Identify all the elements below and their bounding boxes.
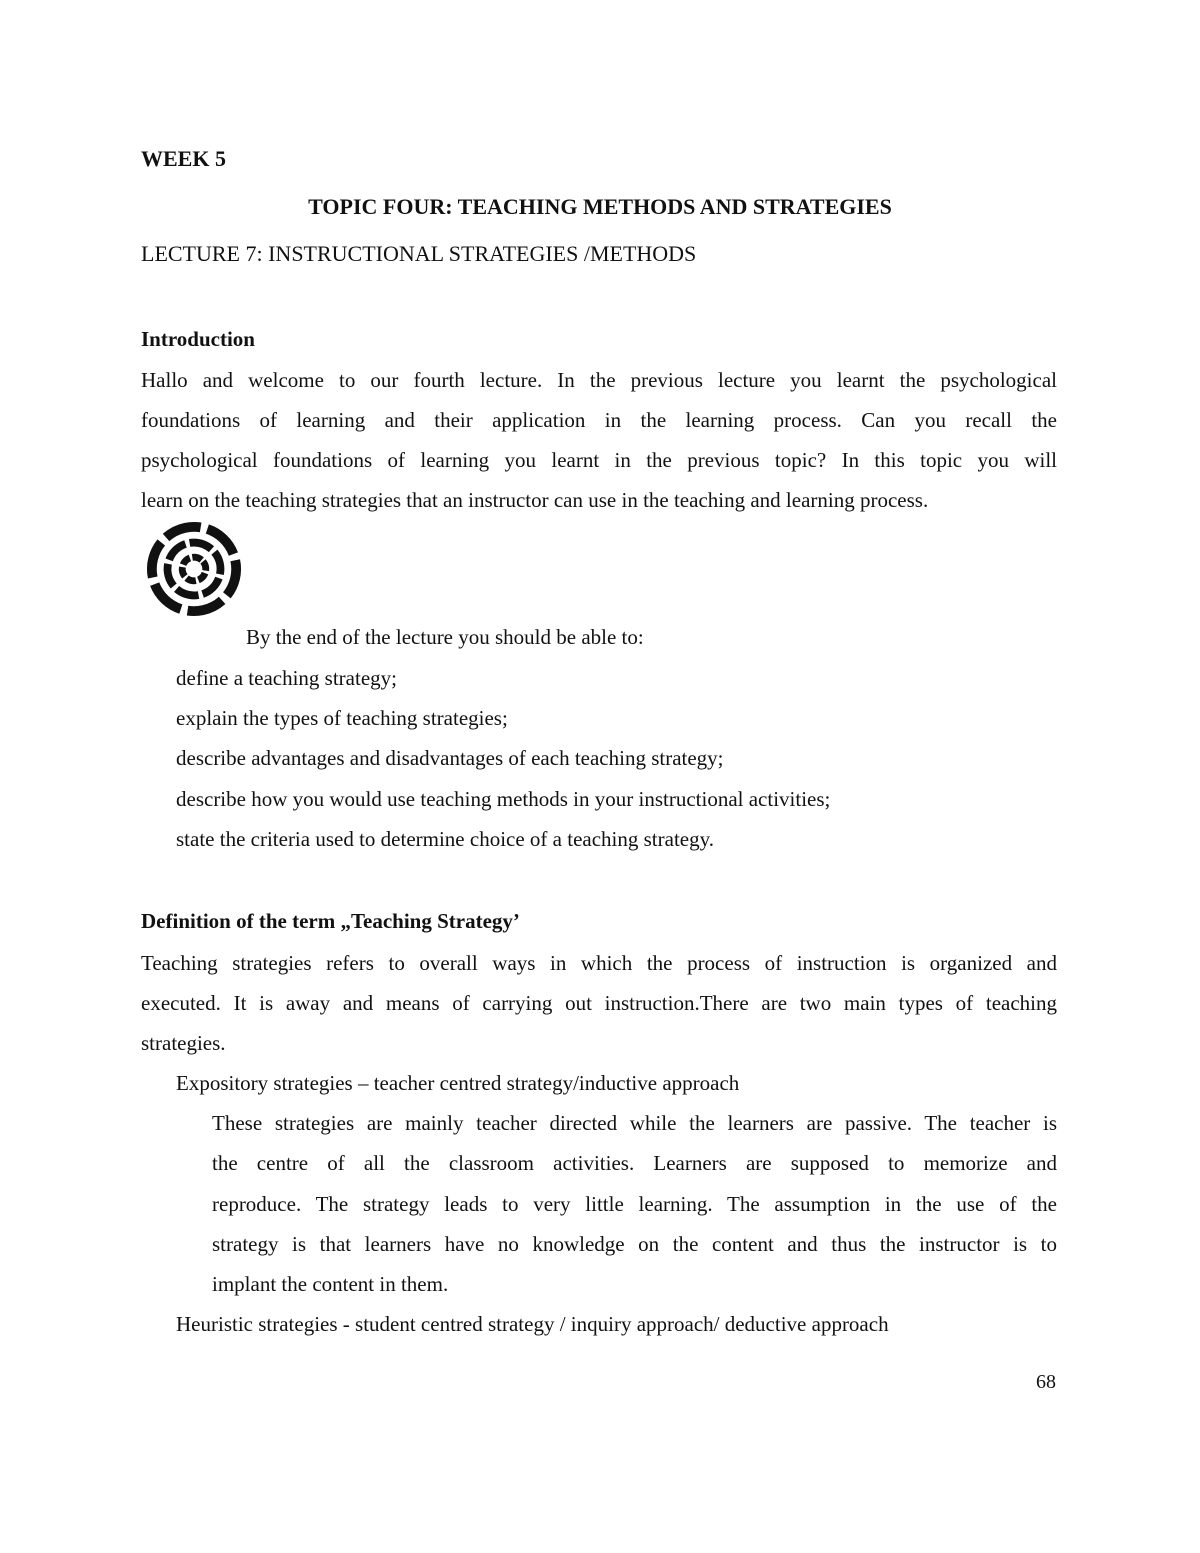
introduction-line: foundations of learning and their application in the learning process. Can you recall the (141, 408, 1057, 432)
expository-line: strategy is that learners have no knowledge on the content and thus the instructor is to (212, 1232, 1057, 1256)
definition-line: strategies. (141, 1031, 226, 1055)
introduction-line: Hallo and welcome to our fourth lecture. In the previous lecture you learnt the psychological (141, 368, 1057, 392)
definition-title: Definition of the term „Teaching Strategy’ (141, 909, 520, 933)
expository-line: reproduce. The strategy leads to very little learning. The assumption in the use of the (212, 1192, 1057, 1216)
expository-line: the centre of all the classroom activities. Learners are supposed to memorize and (212, 1151, 1057, 1175)
introduction-line: learn on the teaching strategies that an instructor can use in the teaching and learning process. (141, 488, 929, 512)
heuristic-label: Heuristic strategies - student centred strategy / inquiry approach/ deductive approach (176, 1312, 889, 1336)
definition-line: Teaching strategies refers to overall ways in which the process of instruction is organized and (141, 951, 1057, 975)
objective-item: explain the types of teaching strategies; (176, 706, 508, 730)
objective-item: state the criteria used to determine choice of a teaching strategy. (176, 827, 714, 851)
page-number: 68 (1036, 1371, 1056, 1393)
week-heading: WEEK 5 (141, 146, 226, 171)
objective-item: describe how you would use teaching methods in your instructional activities; (176, 787, 831, 811)
target-icon (145, 520, 243, 618)
objective-item: describe advantages and disadvantages of each teaching strategy; (176, 746, 724, 770)
expository-line: These strategies are mainly teacher directed while the learners are passive. The teacher is (212, 1111, 1057, 1135)
objective-item: define a teaching strategy; (176, 666, 397, 690)
expository-label: Expository strategies – teacher centred strategy/inductive approach (176, 1071, 740, 1095)
topic-heading: TOPIC FOUR: TEACHING METHODS AND STRATEGIES (308, 194, 892, 219)
definition-line: executed. It is away and means of carrying out instruction.There are two main types of teaching (141, 991, 1057, 1015)
objectives-lead: By the end of the lecture you should be able to: (246, 625, 644, 649)
introduction-line: psychological foundations of learning you learnt in the previous topic? In this topic you will (141, 448, 1057, 472)
introduction-title: Introduction (141, 327, 255, 351)
expository-line: implant the content in them. (212, 1272, 449, 1296)
lecture-heading: LECTURE 7: INSTRUCTIONAL STRATEGIES /METHODS (141, 241, 697, 266)
